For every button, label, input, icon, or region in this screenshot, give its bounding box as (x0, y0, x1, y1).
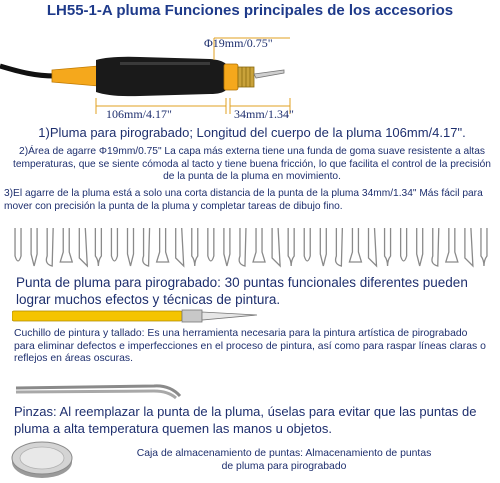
pen-tip-21 (336, 228, 343, 266)
grip-diameter-label: Φ19mm/0.75" (204, 36, 273, 50)
pen-tip-wire (31, 228, 37, 266)
pen-tip-26 (417, 228, 423, 266)
pen-tip-28 (446, 228, 458, 262)
pen-body-highlight (120, 62, 210, 65)
pen-tip-wire (385, 228, 391, 266)
knife-collar (182, 310, 202, 322)
pen-tip-16 (253, 228, 265, 262)
pen-tip-wire (446, 228, 458, 262)
pen-tip-wire (320, 228, 326, 266)
pen-tip-wire (336, 228, 343, 266)
pen-grip-band (224, 64, 238, 90)
pen-tip-14 (224, 228, 230, 266)
pen-tip-11 (176, 228, 184, 266)
pen-tip-wire (79, 228, 87, 266)
pen-tip-29 (465, 228, 473, 266)
pen-tip-wire (349, 228, 361, 262)
pen-tip-wire (224, 228, 230, 266)
pen-tip-18 (288, 228, 294, 266)
pen-tip-wire (481, 228, 487, 266)
pen-tip (254, 70, 284, 78)
pen-tip-4 (60, 228, 72, 262)
pen-tip-12 (192, 228, 198, 266)
pen-tip-15 (239, 228, 246, 266)
pen-tip-22 (349, 228, 361, 262)
pen-tip-wire (417, 228, 423, 266)
pen-tip-9 (143, 228, 150, 266)
pen-tip-wire (95, 228, 101, 266)
pen-tip-27 (432, 228, 439, 266)
pen-cable (0, 66, 55, 76)
pen-tip-wire (432, 228, 439, 266)
feature-1-text: 1)Pluma para pirograbado; Longitud del cuerpo de la pluma 106mm/4.17". (38, 125, 466, 140)
pen-tip-10 (157, 228, 169, 262)
pen-tip-wire (157, 228, 169, 262)
pen-tip-wire (239, 228, 246, 266)
body-length-label: 106mm/4.17" (106, 107, 172, 121)
pen-tip-5 (79, 228, 87, 266)
pen-tip-17 (272, 228, 280, 266)
pen-strain-relief (52, 66, 98, 86)
feature-3-text: 3)El agarre de la pluma está a solo una corta distancia de la punta de la pluma 34mm/1.34" Más fácil para mover con precisión la punta de la pluma y completar tareas de dibujo fino. (4, 188, 483, 212)
pen-tip-30 (481, 228, 487, 266)
pen-tip-wire (401, 228, 407, 261)
knife-description: Cuchillo de pintura y tallado: Es una herramienta necesaria para la pintura artística de pirograbado para eliminar defectos e imperfecciones en el proceso de pintura, así como para raspar líneas claras o reflejos en áreas oscuras. (14, 328, 486, 365)
tin-description: Caja de almacenamiento de puntas: Almacenamiento de puntas de pluma para pirograbado (136, 448, 432, 472)
pen-tip-wire (46, 228, 53, 266)
pen-tip-wire (176, 228, 184, 266)
carving-knife (12, 306, 262, 326)
pen-tip-25 (401, 228, 407, 261)
pen-tip-wire (369, 228, 377, 266)
pen-tip-wire (465, 228, 473, 266)
pen-tip-wire (143, 228, 150, 266)
tweezers-description: Pinzas: Al reemplazar la punta de la pluma, úselas para evitar que las puntas de pluma a alta temperatura quemen las manos u objetos. (14, 404, 477, 436)
tips-row (10, 226, 492, 268)
tip-distance-label: 34mm/1.34" (234, 107, 294, 121)
pen-tip-wire (111, 228, 117, 261)
pen-tip-3 (46, 228, 53, 266)
feature-2-text: 2)Área de agarre Φ19mm/0.75" La capa más externa tiene una funda de goma suave resistente a altas temperaturas, que se siente cómoda al tacto y tiene buena fricción, lo que facilita el control de la precisión de la punta de la pluma en movimiento. (13, 146, 491, 182)
pen-tip-wire (60, 228, 72, 262)
pen-tip-23 (369, 228, 377, 266)
pen-tip-2 (31, 228, 37, 266)
pen-tip-wire (128, 228, 134, 266)
tweezers-image (14, 380, 184, 402)
pen-tip-24 (385, 228, 391, 266)
pen-tip-wire (192, 228, 198, 266)
storage-tin (10, 438, 74, 480)
pen-tip-6 (95, 228, 101, 266)
pen-tip-20 (320, 228, 326, 266)
pen-tip-7 (111, 228, 117, 261)
tweezers-arm-bottom (16, 391, 176, 398)
pen-tip-wire (304, 228, 310, 261)
pen-tip-8 (128, 228, 134, 266)
pen-tip-wire (208, 228, 214, 261)
pen-tip-19 (304, 228, 310, 261)
pen-tip-1 (15, 228, 21, 261)
pen-tip-wire (272, 228, 280, 266)
tips-drawing (10, 226, 492, 268)
knife-handle (12, 311, 182, 321)
page-title: LH55-1-A pluma Funciones principales de los accesorios (46, 2, 454, 19)
pen-tip-wire (15, 228, 21, 261)
pen-tip-wire (253, 228, 265, 262)
pen-tip-wire (288, 228, 294, 266)
knife-blade (202, 312, 257, 320)
pen-tip-13 (208, 228, 214, 261)
tips-description: Punta de pluma para pirograbado: 30 puntas funcionales diferentes pueden lograr muchos efectos y técnicas de pintura. (16, 275, 468, 307)
